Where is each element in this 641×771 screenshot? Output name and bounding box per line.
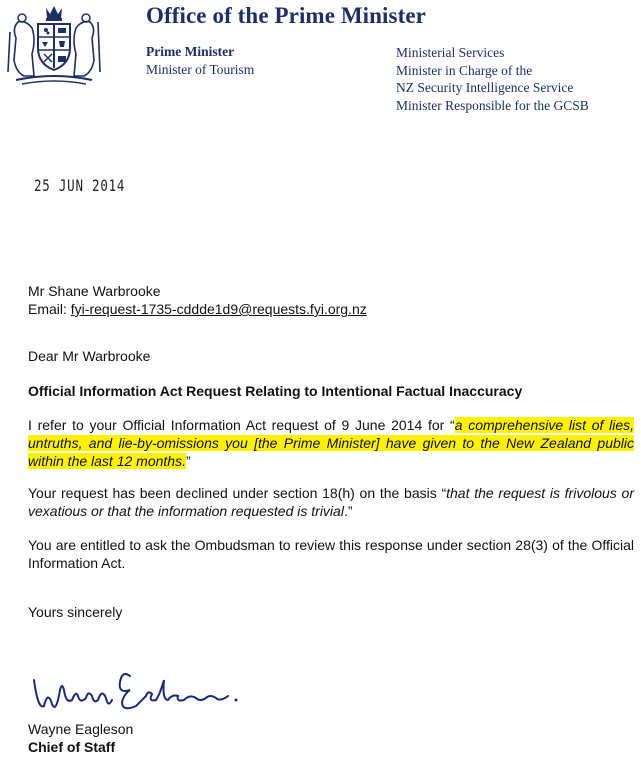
paragraph-declined: [28, 484, 634, 520]
handwritten-signature: [30, 660, 270, 722]
recipient-email-line: [28, 300, 367, 318]
highlighted-quote: a comprehensive list of lies, untruths, and lie-by-omissions you [the Prime Minister] have given to the New Zealand public within the last 12 months.: [28, 417, 634, 469]
p1-intro: I refer to your Official Information Act request of 9 June 2014 for “: [28, 417, 455, 433]
closing: Yours sincerely: [28, 604, 123, 620]
salutation: Dear Mr Warbrooke: [28, 348, 151, 364]
subject-heading: Official Information Act Request Relating to Intentional Factual Inaccuracy: [28, 383, 523, 399]
section-quote: that the request is frivolous or vexatious or that the information requested is trivial: [28, 485, 634, 519]
office-title: Office of the Prime Minister: [146, 3, 426, 28]
role-minister-of-tourism: Minister of Tourism: [146, 62, 255, 77]
paragraph-request: [28, 416, 634, 470]
role-gcsb: Minister Responsible for the GCSB: [396, 97, 589, 113]
role-ministerial-services: Ministerial Services: [396, 45, 505, 60]
signer-name: Wayne Eagleson: [28, 721, 134, 737]
role-prime-minister: Prime Minister: [146, 44, 235, 59]
signer-title: Chief of Staff: [28, 739, 116, 755]
letterhead-right-roles: [396, 44, 589, 114]
p2-intro: Your request has been declined under section 18(h) on the basis “: [28, 485, 447, 501]
recipient-name: Mr Shane Warbrooke: [28, 283, 161, 299]
recipient-email-link[interactable]: fyi-request-1735-cddde1d9@requests.fyi.org.nz: [70, 301, 367, 317]
p2-close: .”: [343, 503, 353, 519]
p1-close: ”: [185, 453, 191, 469]
letterhead-left-roles: [146, 43, 254, 79]
date-stamp: 25 JUN 2014: [34, 176, 126, 195]
role-nzsis: NZ Security Intelligence Service: [396, 80, 574, 95]
paragraph-ombudsman: You are entitled to ask the Ombudsman to review this response under section 28(3) of the Official Information Act.: [28, 537, 634, 571]
nz-coat-of-arms-icon: [6, 2, 102, 88]
role-minister-in-charge: Minister in Charge of the: [396, 62, 533, 78]
email-label: Email:: [28, 301, 67, 317]
